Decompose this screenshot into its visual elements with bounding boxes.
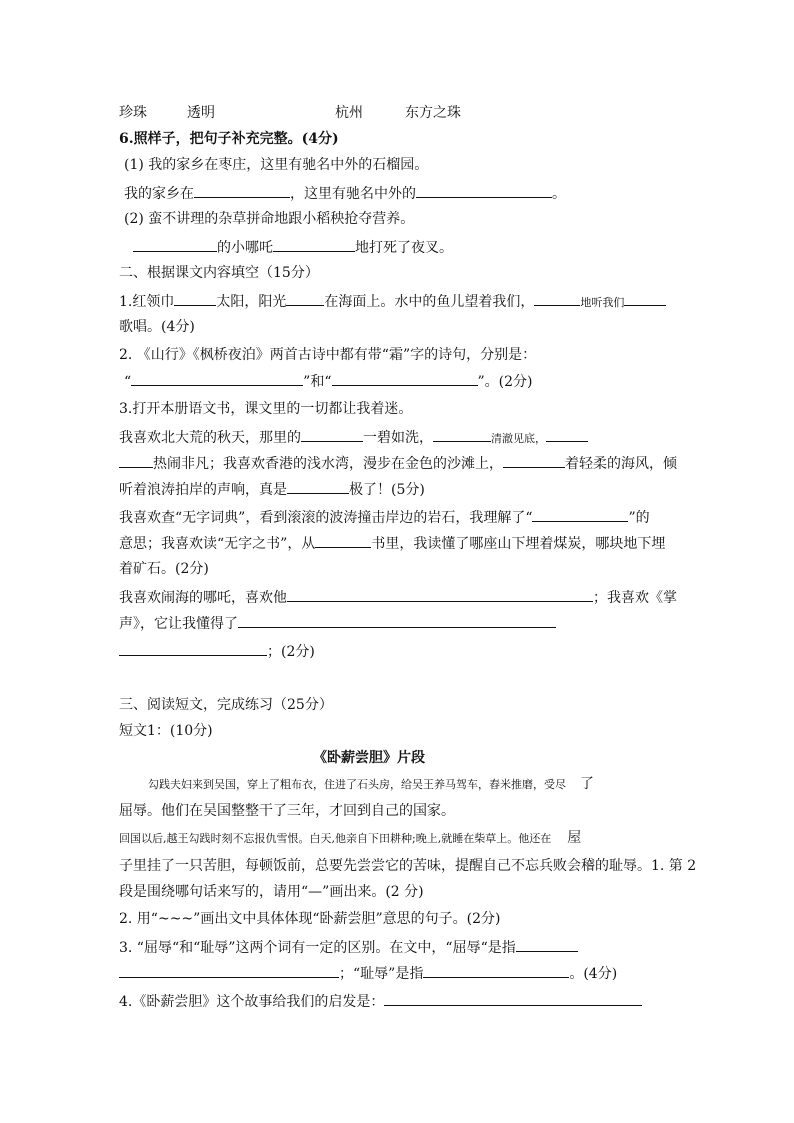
answer-blank[interactable] bbox=[384, 992, 642, 1006]
passage-title: 《卧薪尝胆》片段 bbox=[313, 750, 425, 766]
passage-line-5: 段是围绕哪句话来写的，请用“—”画出来。(2 分) bbox=[119, 884, 424, 900]
word-item: 杭州 bbox=[335, 105, 363, 121]
s2-q3-line-5: 意思；我喜欢读“无字之书”，从 书里，我读懂了哪座山下埋着煤炭，哪块地下埋 bbox=[119, 536, 666, 552]
passage-line-3: 回国以后,越王勾践时刻不忘报仇雪恨。白天,他亲自下田耕种;晚上,就睡在柴草上。他还在 屋 bbox=[119, 830, 582, 846]
answer-blank[interactable] bbox=[332, 372, 478, 386]
answer-blank[interactable] bbox=[119, 642, 267, 656]
passage-line-2: 屈辱。他们在吴国整整干了三年，才回到自己的国家。 bbox=[119, 803, 455, 819]
word-item: 珍珠 bbox=[119, 105, 147, 121]
s2-q2-fill: “ ”和“ ”。(2分) bbox=[124, 374, 533, 390]
s2-q3-line-1: 我喜欢北大荒的秋天，那里的 一碧如洗， 清澈见底， bbox=[119, 428, 588, 448]
answer-blank[interactable] bbox=[194, 184, 290, 198]
answer-blank[interactable] bbox=[238, 614, 556, 628]
answer-blank[interactable] bbox=[273, 238, 355, 252]
s2-q3-line-7: 我喜欢闹海的哪吒，喜欢他 ；我喜欢《掌 bbox=[119, 590, 677, 606]
answer-blank[interactable] bbox=[119, 454, 153, 468]
answer-blank[interactable] bbox=[287, 588, 593, 602]
answer-blank[interactable] bbox=[534, 292, 580, 306]
answer-blank[interactable] bbox=[119, 964, 339, 978]
s2-q3-line-9: ；(2分) bbox=[119, 642, 315, 661]
word-item: 东方之珠 bbox=[405, 105, 461, 121]
answer-blank[interactable] bbox=[433, 428, 491, 442]
s3-q2: 2. 用“~~~”画出文中具体体现“卧薪尝胆”意思的句子。(2分) bbox=[119, 911, 501, 927]
answer-blank[interactable] bbox=[133, 238, 217, 252]
answer-blank[interactable] bbox=[624, 292, 666, 306]
s2-q3-line-8: 声》，它让我懂得了 bbox=[119, 614, 556, 633]
answer-blank[interactable] bbox=[174, 292, 216, 306]
s2-q3-line-6: 着矿石。(2分) bbox=[119, 561, 209, 577]
s3-q4: 4.《卧薪尝胆》这个故事给我们的启发是： bbox=[119, 992, 642, 1011]
word-item: 透明 bbox=[187, 105, 215, 121]
q6-title: 6.照样子，把句子补充完整。(4分) bbox=[119, 131, 339, 147]
answer-blank[interactable] bbox=[503, 454, 565, 468]
s2-q3-line-2: 热闹非凡；我喜欢香港的浅水湾，漫步在金色的沙滩上， 着轻柔的海风，倾 bbox=[119, 454, 677, 473]
s2-q2-line: 2. 《山行》《枫桥夜泊》两首古诗中都有带“霜”字的诗句，分别是： bbox=[119, 347, 537, 363]
s2-q1-line-2: 歌唱。(4分) bbox=[119, 319, 195, 335]
s3-q3-line-1: 3. “屈辱“和“耻辱”这两个词有一定的区别。在文中，“屈辱“是指 bbox=[119, 938, 578, 957]
answer-blank[interactable] bbox=[532, 508, 628, 522]
word-list bbox=[119, 104, 461, 122]
answer-blank[interactable] bbox=[287, 480, 349, 494]
answer-blank[interactable] bbox=[286, 292, 324, 306]
answer-blank[interactable] bbox=[423, 964, 569, 978]
answer-blank[interactable] bbox=[416, 184, 552, 198]
answer-blank[interactable] bbox=[315, 534, 371, 548]
q6-fill-line-1: 我的家乡在 ，这里有驰名中外的 。 bbox=[124, 186, 566, 202]
q6-example-2: (2) 蛮不讲理的杂草拼命地跟小稻秧抢夺营养。 bbox=[124, 211, 415, 227]
s2-q3-title: 3.打开本册语文书，课文里的一切都让我着迷。 bbox=[119, 401, 413, 417]
s2-q3-line-4: 我喜欢查“无字词典”，看到滚滚的波涛撞击岸边的岩石，我理解了“ ”的 bbox=[119, 510, 650, 526]
s2-q1-line: 1.红领巾 太阳，阳光 在海面上。水中的鱼儿望着我们， 地听我们 bbox=[119, 292, 666, 312]
q6-fill-line-2: 的小哪吒 地打死了夜叉。 bbox=[133, 238, 453, 257]
answer-blank[interactable] bbox=[131, 372, 303, 386]
answer-blank[interactable] bbox=[301, 428, 363, 442]
passage-line-1: 勾践夫妇来到吴国，穿上了粗布衣，住进了石头房，给吴王养马驾车，舂米推磨，受尽 了 bbox=[148, 776, 594, 792]
answer-blank[interactable] bbox=[546, 428, 588, 442]
section-3-title: 三、阅读短文，完成练习（25分） bbox=[119, 697, 333, 713]
passage-label: 短文1：(10分) bbox=[119, 723, 213, 739]
s2-q3-line-3: 听着浪涛拍岸的声响，真是 极了！(5分) bbox=[119, 482, 425, 498]
passage-line-4: 子里挂了一只苦胆，每顿饭前，总要先尝尝它的苦味，提醒自己不忘兵败会稽的耻辱。1. 第 2 bbox=[119, 858, 697, 874]
answer-blank[interactable] bbox=[516, 938, 578, 952]
s3-q3-line-2: ；“耻辱”是指 。(4分) bbox=[119, 964, 617, 983]
q6-example-1: (1) 我的家乡在枣庄，这里有驰名中外的石榴园。 bbox=[124, 157, 429, 173]
section-2-title: 二、根据课文内容填空（15分） bbox=[119, 265, 319, 281]
